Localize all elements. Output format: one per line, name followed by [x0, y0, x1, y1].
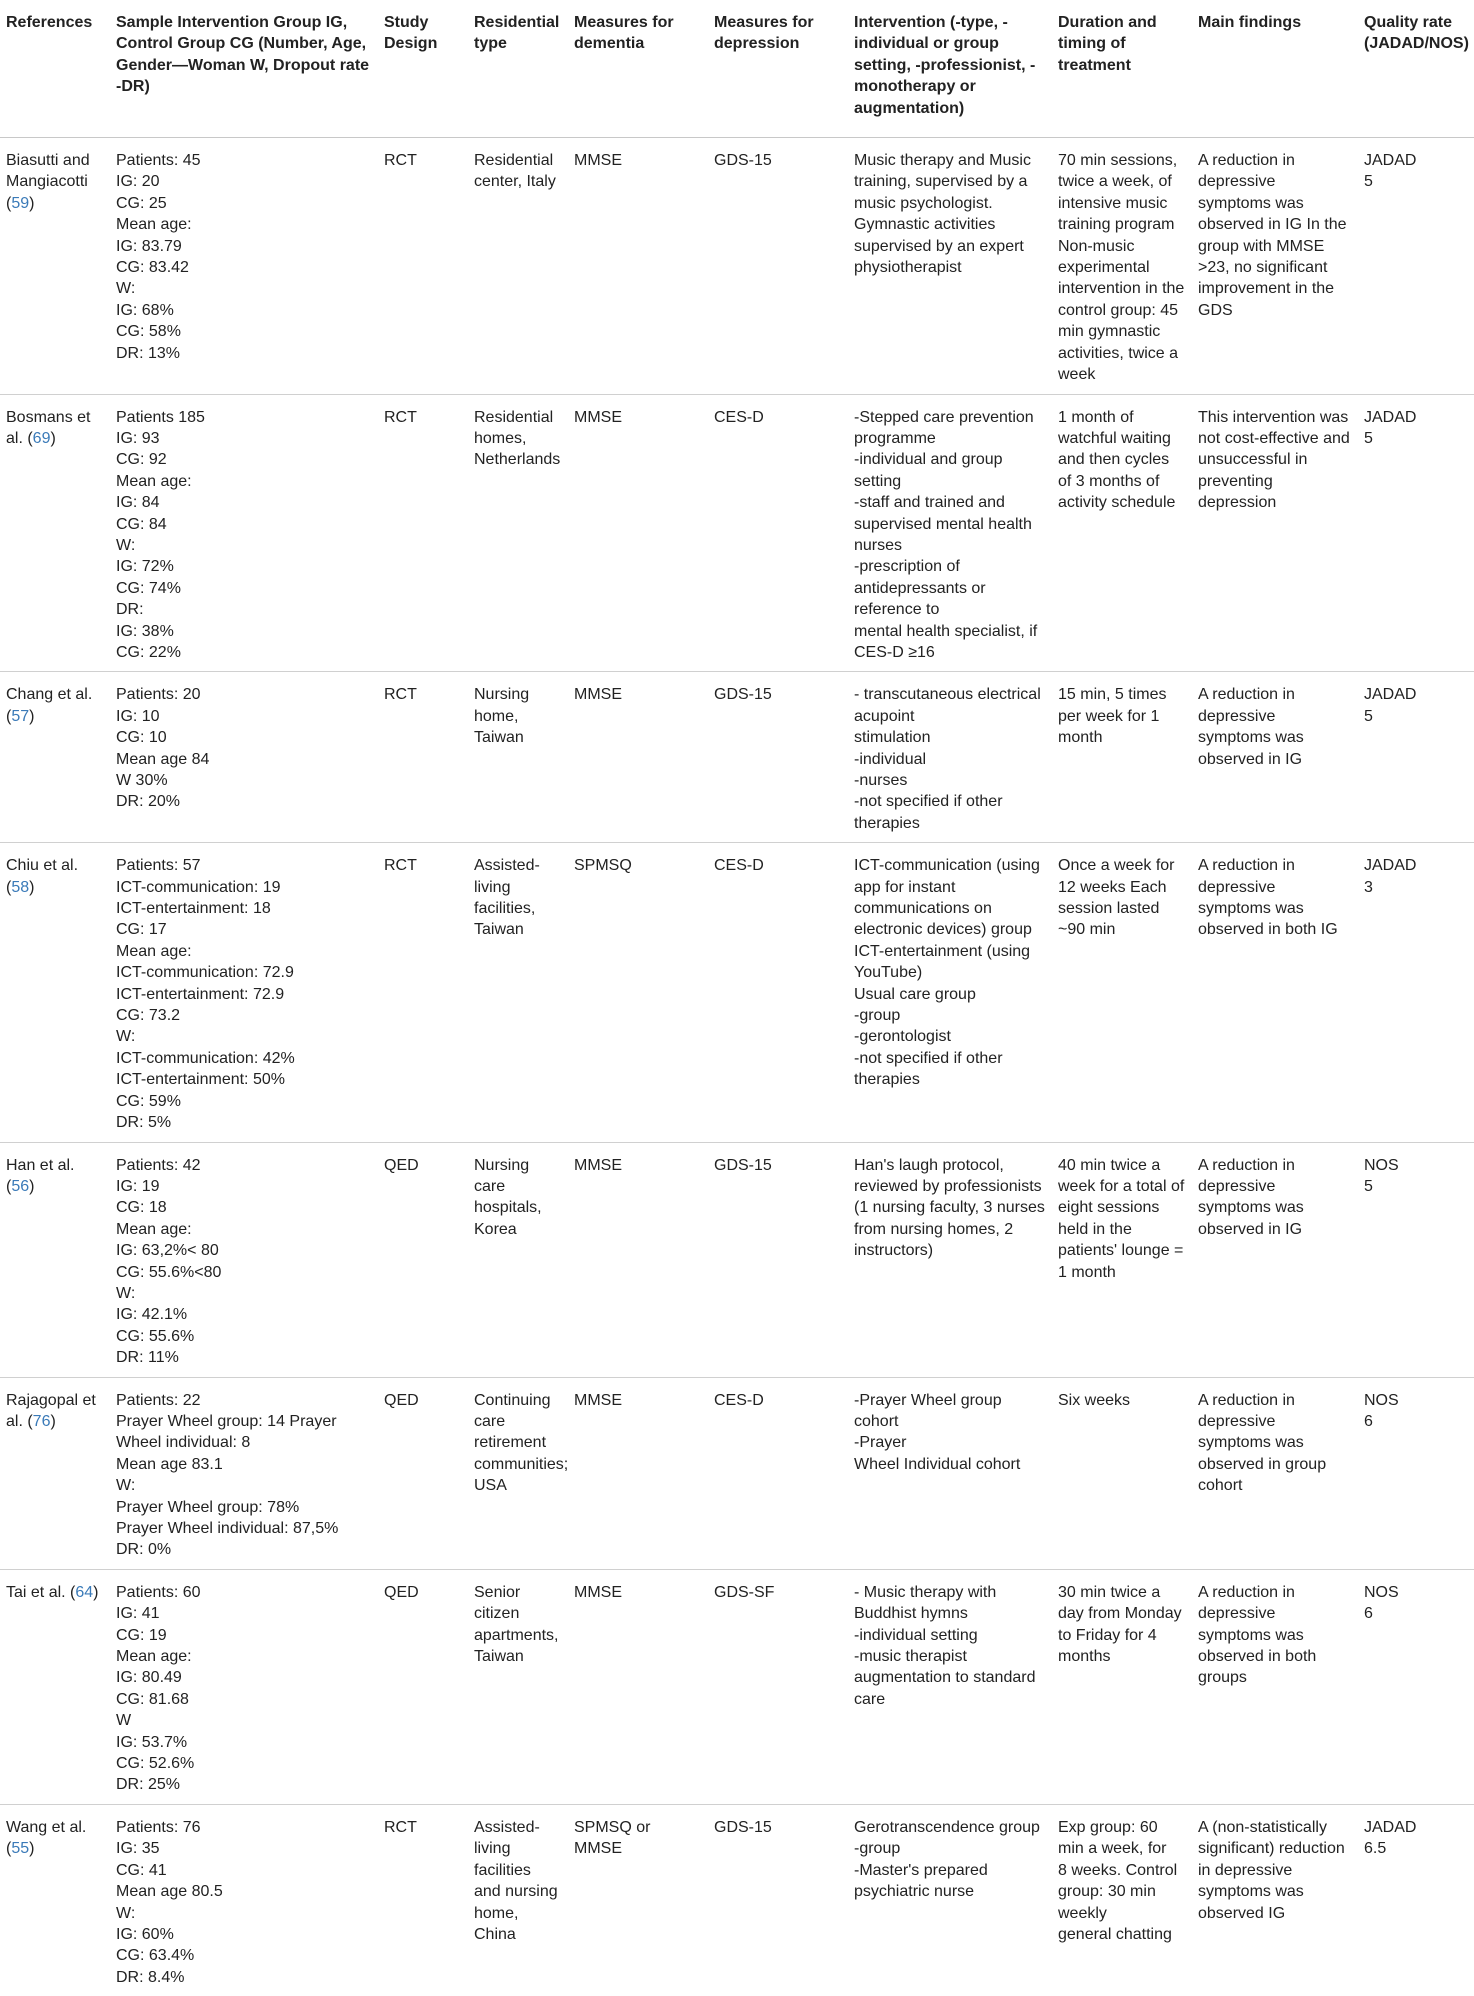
table-row	[0, 1377, 1474, 1569]
sample-line: CG: 10	[116, 729, 167, 747]
dementia-measure-cell: MMSE	[574, 152, 622, 170]
sample-line: Mean age 80.5	[116, 1883, 223, 1901]
header-duration: Duration and timing of treatment	[1052, 0, 1192, 138]
depression-measure-cell: CES-D	[714, 857, 764, 875]
quality-line: 6	[1364, 1605, 1373, 1623]
quality-cell	[1358, 1377, 1474, 1569]
findings-cell	[1192, 1569, 1358, 1804]
sample-cell	[110, 138, 378, 394]
dementia-measure-cell: MMSE	[574, 1156, 622, 1174]
duration-cell	[1052, 138, 1192, 394]
intervention-line: -Prayer	[854, 1434, 907, 1452]
findings-cell	[1192, 1804, 1358, 1996]
reference-close: )	[29, 194, 35, 212]
sample-line: IG: 53.7%	[116, 1733, 188, 1751]
quality-line: JADAD	[1364, 152, 1417, 170]
reference-cell	[0, 1377, 110, 1569]
sample-line: CG: 55.6%	[116, 1327, 195, 1345]
intervention-line: -music therapist	[854, 1648, 967, 1666]
reference-cell	[0, 138, 110, 394]
sample-line: IG: 68%	[116, 301, 174, 319]
intervention-line: Gerotranscendence group	[854, 1818, 1040, 1836]
header-measures-dementia: Measures for dementia	[568, 0, 708, 138]
dementia-measure-cell: MMSE	[574, 686, 622, 704]
duration-cell	[1052, 1569, 1192, 1804]
reference-cell	[0, 1142, 110, 1377]
intervention-line: mental health specialist, if CES-D ≥16	[854, 622, 1038, 661]
quality-line: JADAD	[1364, 686, 1417, 704]
header-measures-depression: Measures for depression	[708, 0, 848, 138]
table-row	[0, 138, 1474, 394]
sample-cell	[110, 672, 378, 843]
reference-name: Chang et al. (	[6, 686, 93, 725]
header-main-findings: Main findings	[1192, 0, 1358, 138]
quality-cell	[1358, 394, 1474, 672]
header-quality-rate: Quality rate (JADAD/NOS)	[1358, 0, 1474, 138]
duration-line: 40 min twice a week for a total of eight sessions held in the patients' lounge = 1 month	[1058, 1156, 1185, 1281]
sample-line: Mean age:	[116, 472, 192, 490]
residential-type-cell: Residential homes, Netherlands	[474, 408, 561, 469]
duration-line: Once a week for 12 weeks Each session lasted ~90 min	[1058, 857, 1175, 939]
sample-line: IG: 19	[116, 1177, 160, 1195]
sample-line: Patients: 45	[116, 152, 201, 170]
table-row	[0, 1804, 1474, 1996]
citation-link[interactable]: 58	[11, 878, 30, 896]
sample-line: Patients: 20	[116, 686, 201, 704]
findings-cell	[1192, 1377, 1358, 1569]
sample-line: IG: 83.79	[116, 237, 182, 255]
duration-line: 15 min, 5 times per week for 1 month	[1058, 686, 1167, 747]
quality-cell	[1358, 138, 1474, 394]
residential-type-cell: Senior citizen apartments, Taiwan	[474, 1583, 559, 1666]
sample-line: W:	[116, 536, 136, 554]
sample-line: W:	[116, 1284, 136, 1302]
intervention-line: -group	[854, 1007, 901, 1025]
duration-line: Exp group: 60 min a week, for	[1058, 1818, 1167, 1858]
quality-line: JADAD	[1364, 408, 1417, 426]
reference-close: )	[50, 429, 56, 447]
sample-cell	[110, 1377, 378, 1569]
duration-cell	[1052, 1377, 1192, 1569]
sample-line: ICT-entertainment: 50%	[116, 1071, 285, 1089]
header-residential-type: Residential type	[468, 0, 568, 138]
reference-cell	[0, 1804, 110, 1996]
citation-link[interactable]: 56	[11, 1177, 30, 1195]
duration-line: 1 month of watchful waiting and then cycles of 3 months of activity schedule	[1058, 408, 1176, 512]
intervention-line: -not specified if other therapies	[854, 793, 1003, 832]
reference-cell	[0, 1569, 110, 1804]
citation-link[interactable]: 55	[11, 1840, 30, 1858]
study-design-cell: QED	[384, 1391, 419, 1409]
intervention-line: Wheel Individual cohort	[854, 1455, 1021, 1473]
intervention-line: - transcutaneous electrical acupoint	[854, 686, 1041, 725]
header-sample: Sample Intervention Group IG, Control Group CG (Number, Age, Gender—Woman W, Dropout rate -DR)	[110, 0, 378, 138]
intervention-cell	[848, 1377, 1052, 1569]
reference-close: )	[93, 1583, 99, 1601]
reference-cell	[0, 843, 110, 1142]
sample-cell	[110, 394, 378, 672]
sample-line: ICT-communication: 72.9	[116, 964, 294, 982]
sample-line: DR: 0%	[116, 1541, 172, 1559]
sample-line: CG: 55.6%<80	[116, 1263, 222, 1281]
quality-line: 5	[1364, 707, 1373, 725]
table-row	[0, 1569, 1474, 1804]
sample-line: ICT-communication: 19	[116, 878, 281, 896]
depression-measure-cell: GDS-15	[714, 686, 772, 704]
intervention-line: augmentation to standard care	[854, 1669, 1036, 1708]
quality-cell	[1358, 672, 1474, 843]
quality-cell	[1358, 843, 1474, 1142]
sample-line: CG: 81.68	[116, 1690, 189, 1708]
sample-line: Mean age:	[116, 942, 192, 960]
sample-line: CG: 18	[116, 1199, 167, 1217]
findings-cell	[1192, 138, 1358, 394]
sample-line: W 30%	[116, 772, 168, 789]
header-row	[0, 0, 1474, 138]
intervention-line: -Prayer Wheel group cohort	[854, 1391, 1002, 1430]
reference-name: Tai et al. (	[6, 1583, 76, 1601]
sample-line: Mean age:	[116, 1648, 192, 1666]
study-design-cell: RCT	[384, 686, 417, 704]
table-row	[0, 843, 1474, 1142]
citation-link[interactable]: 59	[11, 194, 30, 212]
sample-line: CG: 63.4%	[116, 1947, 195, 1965]
duration-cell	[1052, 672, 1192, 843]
intervention-line: -nurses	[854, 772, 908, 789]
findings-line: A reduction in depressive symptoms was observed in IG	[1198, 1156, 1304, 1238]
sample-line: Patients: 42	[116, 1156, 201, 1174]
findings-line: A reduction in depressive symptoms was observed in group cohort	[1198, 1391, 1327, 1495]
study-design-cell: RCT	[384, 1818, 417, 1836]
quality-line: NOS	[1364, 1391, 1399, 1409]
sample-line: ICT-entertainment: 18	[116, 900, 271, 918]
intervention-line: ICT-communication (using app for instant communications on electronic devices) group	[854, 857, 1040, 939]
reference-name: Han et al. (	[6, 1156, 75, 1195]
duration-cell	[1052, 843, 1192, 1142]
sample-line: IG: 84	[116, 494, 160, 512]
findings-line: A (non-statistically significant) reduction in depressive symptoms was observed IG	[1198, 1818, 1345, 1922]
header-study-design: Study Design	[378, 0, 468, 138]
dementia-measure-cell: SPMSQ	[574, 857, 632, 875]
duration-cell	[1052, 394, 1192, 672]
sample-line: Patients: 22	[116, 1391, 201, 1409]
sample-line: Prayer Wheel group: 14 Prayer Wheel individual: 8	[116, 1412, 337, 1452]
reference-close: )	[29, 707, 35, 725]
dementia-measure-cell: MMSE	[574, 1391, 622, 1409]
table-body	[0, 138, 1474, 1996]
duration-line: 30 min twice a day from Monday to Friday for 4 months	[1058, 1583, 1182, 1666]
header-intervention: Intervention (-type, -individual or group setting, -professionist, -monotherapy or augmentation)	[848, 0, 1052, 138]
intervention-line: -group	[854, 1840, 901, 1858]
quality-cell	[1358, 1569, 1474, 1804]
residential-type-cell: Nursing care hospitals, Korea	[474, 1156, 542, 1238]
findings-line: A reduction in depressive symptoms was observed in both groups	[1198, 1583, 1317, 1687]
citation-link[interactable]: 64	[75, 1583, 94, 1601]
quality-line: JADAD	[1364, 857, 1417, 875]
sample-line: ICT-communication: 42%	[116, 1049, 295, 1067]
quality-line: NOS	[1364, 1156, 1399, 1174]
sample-cell	[110, 843, 378, 1142]
sample-line: DR: 8.4%	[116, 1968, 185, 1986]
sample-line: Patients: 60	[116, 1583, 201, 1601]
quality-cell	[1358, 1804, 1474, 1996]
sample-line: Mean age 84	[116, 750, 210, 768]
sample-line: CG: 92	[116, 451, 167, 469]
sample-line: IG: 38%	[116, 622, 174, 640]
sample-line: CG: 83.42	[116, 259, 189, 277]
header-references: References	[0, 0, 110, 138]
citation-link[interactable]: 69	[32, 429, 51, 447]
duration-line: Six weeks	[1058, 1391, 1131, 1409]
depression-measure-cell: GDS-SF	[714, 1583, 775, 1601]
sample-line: IG: 60%	[116, 1925, 174, 1943]
intervention-cell	[848, 1804, 1052, 1996]
sample-line: CG: 41	[116, 1861, 167, 1879]
sample-line: Mean age:	[116, 1220, 192, 1238]
sample-line: Patients: 57	[116, 857, 201, 875]
intervention-cell	[848, 1569, 1052, 1804]
residential-type-cell: Residential center, Italy	[474, 152, 556, 191]
sample-line: IG: 10	[116, 707, 160, 725]
duration-line: general chatting	[1058, 1925, 1172, 1943]
intervention-line: ICT-entertainment (using YouTube)	[854, 942, 1031, 982]
sample-line: IG: 93	[116, 429, 160, 447]
sample-line: CG: 25	[116, 194, 167, 212]
quality-cell	[1358, 1142, 1474, 1377]
sample-line: DR:	[116, 601, 144, 619]
study-design-cell: RCT	[384, 408, 417, 426]
intervention-line: - Music therapy with Buddhist hymns	[854, 1583, 997, 1623]
reference-name: Chiu et al. (	[6, 857, 79, 896]
intervention-cell	[848, 394, 1052, 672]
residential-type-cell: Assisted-living facilities and nursing home, China	[474, 1818, 558, 1943]
sample-line: IG: 63,2%< 80	[116, 1242, 219, 1260]
findings-cell	[1192, 394, 1358, 672]
intervention-line: -gerontologist	[854, 1028, 951, 1046]
dementia-measure-cell: MMSE	[574, 408, 622, 426]
findings-line: This intervention was not cost-effective and unsuccessful in preventing depression	[1198, 408, 1350, 512]
depression-measure-cell: GDS-15	[714, 1818, 772, 1836]
study-design-cell: RCT	[384, 152, 417, 170]
sample-line: Prayer Wheel group: 78%	[116, 1498, 300, 1516]
sample-line: IG: 20	[116, 173, 160, 191]
sample-line: CG: 19	[116, 1626, 167, 1644]
quality-line: 6.5	[1364, 1840, 1387, 1858]
sample-cell	[110, 1142, 378, 1377]
sample-line: Mean age 83.1	[116, 1455, 223, 1473]
quality-line: 6	[1364, 1412, 1373, 1430]
reference-close: )	[50, 1412, 56, 1430]
sample-line: CG: 17	[116, 921, 167, 939]
quality-line: 3	[1364, 878, 1373, 896]
sample-line: W	[116, 1712, 132, 1730]
sample-line: W:	[116, 1477, 136, 1495]
intervention-cell	[848, 672, 1052, 843]
intervention-line: -prescription of antidepressants or reference to	[854, 558, 986, 619]
intervention-line: -staff and trained and supervised mental health nurses	[854, 494, 1032, 554]
sample-line: W:	[116, 1904, 136, 1922]
intervention-line: -Master's prepared psychiatric nurse	[854, 1861, 988, 1901]
sample-cell	[110, 1804, 378, 1996]
intervention-line: Usual care group	[854, 985, 976, 1003]
intervention-cell	[848, 138, 1052, 394]
sample-line: CG: 58%	[116, 323, 181, 341]
residential-type-cell: Assisted-living facilities, Taiwan	[474, 857, 540, 939]
sample-line: CG: 22%	[116, 643, 181, 661]
table-row	[0, 394, 1474, 672]
duration-cell	[1052, 1804, 1192, 1996]
findings-cell	[1192, 672, 1358, 843]
depression-measure-cell: CES-D	[714, 408, 764, 426]
sample-line: Patients: 76	[116, 1818, 201, 1836]
sample-line: IG: 42.1%	[116, 1306, 188, 1324]
reference-close: )	[29, 1840, 35, 1858]
table-header	[0, 0, 1474, 138]
study-design-cell: QED	[384, 1156, 419, 1174]
duration-cell	[1052, 1142, 1192, 1377]
reference-close: )	[29, 1177, 35, 1195]
intervention-line: stimulation	[854, 729, 931, 747]
sample-line: CG: 73.2	[116, 1007, 181, 1025]
reference-name: Biasutti and Mangiacotti (	[6, 152, 90, 212]
sample-line: Prayer Wheel individual: 87,5%	[116, 1520, 339, 1537]
sample-line: IG: 35	[116, 1840, 160, 1858]
table-row	[0, 1142, 1474, 1377]
sample-line: CG: 59%	[116, 1092, 181, 1110]
study-design-cell: RCT	[384, 857, 417, 875]
reference-name: Rajagopal et al. (	[6, 1391, 96, 1430]
sample-line: DR: 20%	[116, 793, 181, 811]
intervention-line: -Stepped care prevention programme	[854, 408, 1034, 447]
depression-measure-cell: GDS-15	[714, 152, 772, 170]
intervention-line: Han's laugh protocol, reviewed by professionists (1 nursing faculty, 3 nurses from nursing homes, 2 instructors)	[854, 1156, 1045, 1260]
findings-cell	[1192, 1142, 1358, 1377]
quality-line: 5	[1364, 1177, 1373, 1195]
residential-type-cell: Continuing care retirement communities; USA	[474, 1391, 569, 1495]
reference-name: Bosmans et al. (	[6, 408, 91, 447]
depression-measure-cell: GDS-15	[714, 1156, 772, 1174]
intervention-line: -individual setting	[854, 1626, 978, 1644]
reference-name: Wang et al. (	[6, 1818, 87, 1858]
reference-cell	[0, 672, 110, 843]
sample-line: DR: 13%	[116, 344, 181, 362]
citation-link[interactable]: 76	[32, 1412, 51, 1430]
dementia-measure-cell: MMSE	[574, 1583, 622, 1601]
quality-line: 5	[1364, 429, 1373, 447]
sample-line: IG: 72%	[116, 558, 174, 576]
duration-line: 8 weeks. Control group: 30 min weekly	[1058, 1861, 1178, 1922]
quality-line: 5	[1364, 173, 1373, 191]
table-row	[0, 672, 1474, 843]
findings-line: A reduction in depressive symptoms was observed in both IG	[1198, 857, 1338, 939]
dementia-measure-cell: SPMSQ or MMSE	[574, 1818, 651, 1858]
duration-line: 70 min sessions, twice a week, of intensive music training program Non-music experimental intervention in the control group: 45 min gymnastic activities, twice a week	[1058, 152, 1185, 384]
intervention-line: -individual and group setting	[854, 451, 1003, 490]
sample-line: CG: 74%	[116, 579, 181, 597]
reference-cell	[0, 394, 110, 672]
intervention-cell	[848, 1142, 1052, 1377]
intervention-line: -individual	[854, 750, 927, 768]
reference-close: )	[29, 878, 35, 896]
study-design-cell: QED	[384, 1583, 419, 1601]
sample-line: IG: 80.49	[116, 1669, 182, 1687]
sample-line: DR: 5%	[116, 1114, 172, 1132]
sample-line: ICT-entertainment: 72.9	[116, 985, 285, 1003]
intervention-line: -not specified if other therapies	[854, 1049, 1003, 1089]
sample-line: DR: 25%	[116, 1776, 181, 1794]
sample-line: Mean age:	[116, 216, 192, 234]
sample-line: CG: 52.6%	[116, 1755, 195, 1773]
intervention-line: Music therapy and Music training, supervised by a music psychologist. Gymnastic activities supervised by an expert physiotherapist	[854, 152, 1031, 277]
quality-line: NOS	[1364, 1583, 1399, 1601]
sample-line: Patients 185	[116, 408, 205, 426]
sample-line: W:	[116, 280, 136, 298]
intervention-cell	[848, 843, 1052, 1142]
sample-line: IG: 41	[116, 1605, 160, 1623]
sample-line: W:	[116, 1028, 136, 1046]
depression-measure-cell: CES-D	[714, 1391, 764, 1409]
citation-link[interactable]: 57	[11, 707, 30, 725]
sample-line: DR: 11%	[116, 1349, 179, 1367]
findings-line: A reduction in depressive symptoms was observed in IG In the group with MMSE >23, no significant improvement in the GDS	[1198, 152, 1347, 319]
sample-cell	[110, 1569, 378, 1804]
quality-line: JADAD	[1364, 1818, 1417, 1836]
findings-cell	[1192, 843, 1358, 1142]
residential-type-cell: Nursing home, Taiwan	[474, 686, 530, 747]
sample-line: CG: 84	[116, 515, 167, 533]
findings-line: A reduction in depressive symptoms was observed in IG	[1198, 686, 1304, 768]
